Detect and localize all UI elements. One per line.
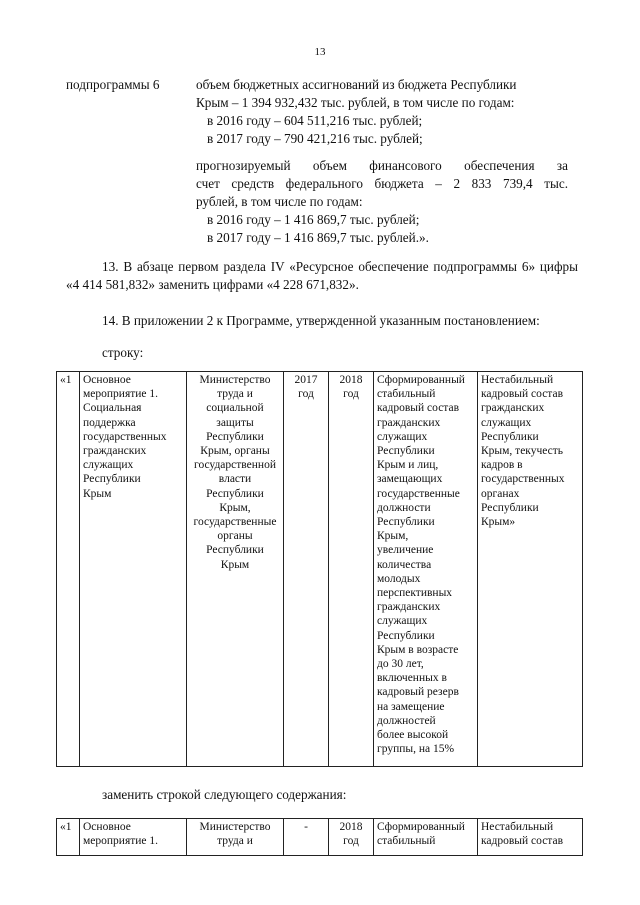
new-row-table [56, 818, 583, 856]
budget-line-2: Крым – 1 394 932,432 тыс. рублей, в том числе по годам: [196, 95, 515, 110]
federal-year-2016: в 2016 году – 1 416 869,7 тыс. рублей; [207, 212, 420, 227]
old-row-table [56, 371, 583, 767]
cell-event: Основное мероприятие 1. [80, 819, 187, 856]
cell-executor: Министерство труда и [187, 819, 284, 856]
federal-year-2017: в 2017 году – 1 416 869,7 тыс. рублей.». [207, 230, 429, 245]
federal-line-1: прогнозируемый объем финансового обеспечения за [196, 158, 568, 173]
cell-consequence: Нестабильный кадровый состав [478, 819, 583, 856]
table-row [57, 819, 583, 856]
subprogram-label: подпрограммы 6 [66, 77, 160, 92]
paragraph-13: 13. В абзаце первом раздела IV «Ресурсное обеспечение подпрограммы 6» цифры «4 414 581,832» заменить цифрами «4 228 671,832». [66, 259, 578, 292]
budget-line-1: объем бюджетных ассигнований из бюджета Республики [196, 77, 517, 92]
federal-line-3: рублей, в том числе по годам: [196, 194, 363, 209]
cell-number: «1 [57, 819, 80, 856]
cell-number: «1 [57, 372, 80, 767]
paragraph-14: 14. В приложении 2 к Программе, утвержденной указанным постановлением: [102, 313, 540, 328]
federal-funding-paragraph [196, 157, 568, 211]
cell-result: Сформированный стабильный [374, 819, 478, 856]
federal-line-2: счет средств федерального бюджета – 2 833 739,4 тыс. [196, 176, 568, 191]
cell-end-year: 2018 год [329, 372, 374, 767]
cell-consequence: Нестабильный кадровый состав гражданских служащих Республики Крым, текучесть кадров в государственных органах Республики Крым» [478, 372, 583, 767]
cell-start-year: - [284, 819, 329, 856]
cell-start-year: 2017 год [284, 372, 329, 767]
table-row [57, 372, 583, 767]
cell-result: Сформированный стабильный кадровый состав гражданских служащих Республики Крым и лиц, замещающих государственные должности Республики Крым, увеличение количества молодых перспективных гражданских служащих Республики Крым в возрасте до 30 лет, включенных в кадровый резерв на замещение должностей более высокой группы, на 15% [374, 372, 478, 767]
cell-end-year: 2018 год [329, 819, 374, 856]
replace-intro-label: заменить строкой следующего содержания: [102, 787, 347, 802]
page-number: 13 [314, 46, 326, 58]
cell-executor: Министерство труда и социальной защиты Республики Крым, органы государственной власти Республики Крым, государственные органы Республики Крым [187, 372, 284, 767]
row-intro-label: строку: [102, 345, 144, 360]
budget-year-2016: в 2016 году – 604 511,216 тыс. рублей; [207, 113, 423, 128]
budget-year-2017: в 2017 году – 790 421,216 тыс. рублей; [207, 131, 423, 146]
cell-event: Основное мероприятие 1. Социальная поддержка государственных гражданских служащих Республики Крым [80, 372, 187, 767]
